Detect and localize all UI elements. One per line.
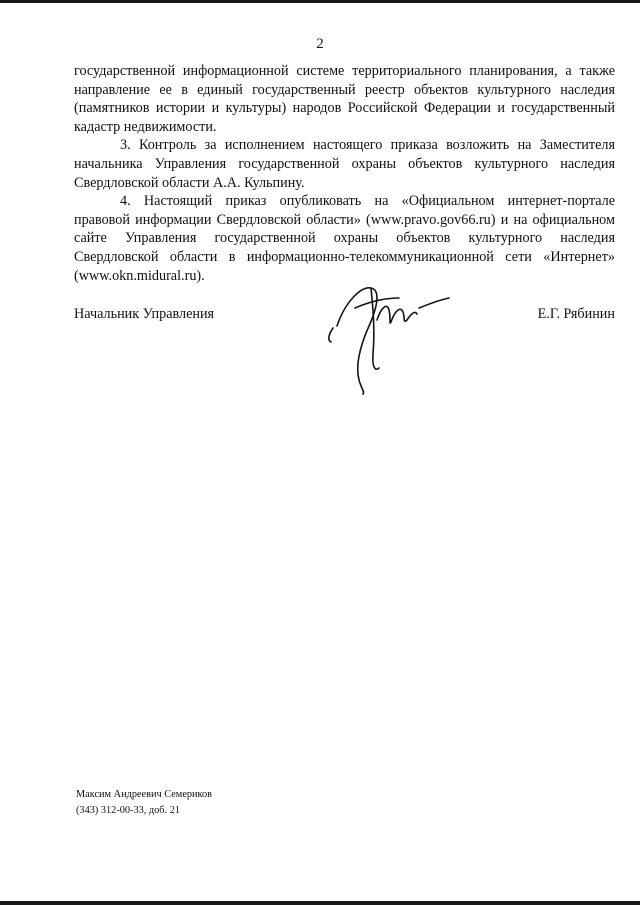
paragraph-item-4-publication: 4. Настоящий приказ опубликовать на «Официальном интернет-портале правовой информации Свердловской области» (www.pravo.gov66.ru) и на официальном сайте Управления государственной охраны объектов культурного наследия Свердловской области в информационно-телекоммуникационной сети «Интернет» (www.okn.midural.ru). bbox=[74, 193, 615, 284]
document-body bbox=[74, 62, 615, 285]
handwritten-signature bbox=[315, 268, 465, 398]
signer-position-title: Начальник Управления bbox=[74, 306, 215, 322]
paragraph-continuation: государственной информационной системе территориального планирования, а также направление ее в единый государственный реестр объектов культурного наследия (памятников истории и культуры) народов Российской Федерации и государственный кадастр недвижимости. bbox=[74, 63, 615, 135]
executor-phone: (343) 312-00-33, доб. 21 bbox=[76, 804, 180, 816]
scan-bottom-edge bbox=[0, 901, 640, 905]
executor-contact bbox=[76, 787, 212, 818]
signer-name: Е.Г. Рябинин bbox=[537, 306, 615, 322]
executor-name: Максим Андреевич Семериков bbox=[76, 789, 213, 800]
scan-top-edge bbox=[0, 0, 640, 3]
page-number: 2 bbox=[316, 36, 324, 52]
paragraph-item-3-control: 3. Контроль за исполнением настоящего приказа возложить на Заместителя начальника Управления государственной охраны объектов культурного наследия Свердловской области А.А. Кульпину. bbox=[74, 137, 615, 191]
